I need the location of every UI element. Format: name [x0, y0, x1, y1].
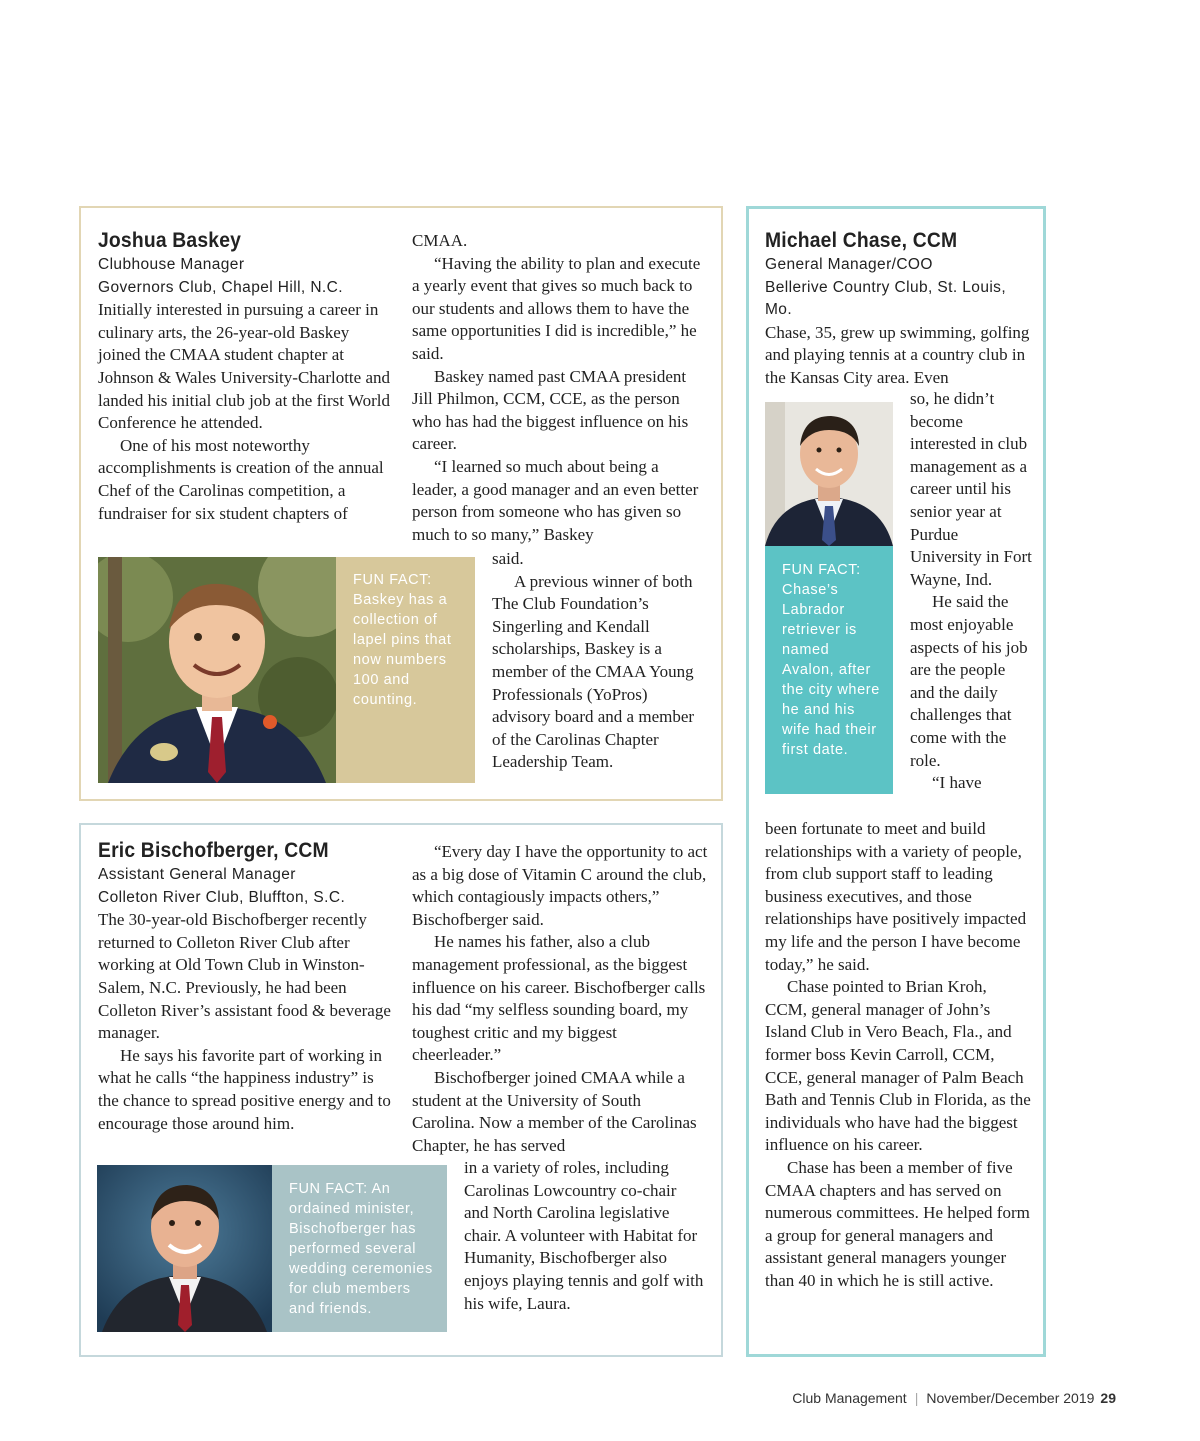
bischofberger-paragraph: The 30-year-old Bischofberger recently returned to Colleton River Club after working at Old Town Club in Winston-Salem, N.C. Previously, he had been Colleton River’s assistant food & beverage manager. — [98, 910, 391, 1043]
baskey-column-2-wrap — [492, 548, 708, 774]
baskey-title: Clubhouse Manager — [98, 256, 245, 273]
baskey-column-1 — [98, 228, 394, 525]
bischofberger-portrait-photo — [97, 1165, 272, 1332]
baskey-paragraph: Baskey named past CMAA president Jill Philmon, CCM, CCE, as the person who has had the biggest influence on his career. — [412, 366, 689, 454]
bischofberger-title: Assistant General Manager — [98, 866, 296, 883]
baskey-fun-fact: FUN FACT: Baskey has a collection of lapel pins that now numbers 100 and counting. — [336, 557, 475, 783]
chase-paragraph: Chase, 35, grew up swimming, golfing and playing tennis at a country club in the Kansas City area. Even — [765, 322, 1030, 387]
chase-name: Michael Chase, CCM — [765, 229, 958, 252]
baskey-paragraph: CMAA. — [412, 231, 468, 250]
chase-paragraph: so, he didn’t become interested in club management as a career until his senior year at Purdue University in Fort Wayne, Ind. — [910, 389, 1032, 589]
bischofberger-column-2 — [412, 841, 708, 1157]
baskey-paragraph: One of his most noteworthy accomplishments is creation of the annual Chef of the Carolinas competition, a fundraiser for six student chapters of — [98, 435, 384, 523]
chase-portrait-photo — [765, 402, 893, 546]
page-footer — [792, 1390, 1116, 1406]
chase-club: Bellerive Country Club, St. Louis, Mo. — [765, 278, 1007, 319]
chase-paragraph: “I have — [932, 773, 982, 793]
baskey-portrait-photo — [98, 557, 336, 783]
chase-column-side — [910, 388, 1032, 795]
bischofberger-paragraph: He says his favorite part of working in what he calls “the happiness industry” is the chance to spread positive energy and to encourage those around him. — [98, 1045, 391, 1133]
chase-paragraph: Chase pointed to Brian Kroh, CCM, general manager of John’s Island Club in Vero Beach, Fla., and former boss Kevin Carroll, CCM, CCE, general manager of Palm Beach Bath and Tennis Club in Florida, as the individuals who have had the biggest influence on his career. — [765, 977, 1031, 1155]
baskey-paragraph: “Having the ability to plan and execute a yearly event that gives so much back to our students and allows them to have the same opportunities I did is incredible,” he said. — [412, 253, 701, 363]
chase-title: General Manager/COO — [765, 256, 933, 273]
baskey-club: Governors Club, Chapel Hill, N.C. — [98, 278, 343, 296]
issue-date: November/December 2019 — [926, 1390, 1095, 1406]
bischofberger-fun-fact: FUN FACT: An ordained minister, Bischofberger has performed several wedding ceremonies for club members and friends. — [272, 1165, 447, 1332]
baskey-paragraph: said. — [492, 549, 524, 568]
bischofberger-paragraph: “Every day I have the opportunity to act as a big dose of Vitamin C around the club, which contagiously impacts others,” Bischofberger said. — [412, 842, 708, 929]
chase-paragraph: He said the most enjoyable aspects of his job are the people and the daily challenges that come with the role. — [910, 592, 1028, 770]
bischofberger-name: Eric Bischofberger, CCM — [98, 839, 329, 862]
page-number: 29 — [1100, 1390, 1116, 1406]
bischofberger-club: Colleton River Club, Bluffton, S.C. — [98, 888, 346, 906]
chase-fun-fact: FUN FACT: Chase’s Labrador retriever is named Avalon, after the city where he and his wife had their first date. — [765, 546, 893, 794]
bischofberger-column-1 — [98, 838, 394, 1135]
baskey-paragraph: “I learned so much about being a leader, a good manager and an even better person from someone who has given so much to so many,” Baskey — [412, 456, 699, 544]
bischofberger-column-2-wrap — [464, 1157, 704, 1315]
chase-paragraph: Chase has been a member of five CMAA chapters and has served on numerous committees. He helped form a group for general managers and assistant general managers younger than 40 in which he is still active. — [765, 1157, 1030, 1290]
chase-column-bottom — [765, 818, 1031, 1292]
baskey-paragraph: Initially interested in pursuing a career in culinary arts, the 26-year-old Baskey joined the CMAA student chapter at Johnson & Wales University-Charlotte and landed his initial club job at the first World Conference he attended. — [98, 300, 390, 433]
bischofberger-paragraph: He names his father, also a club management professional, as the biggest influence on his career. Bischofberger calls his dad “my selfless sounding board, my toughest critic and my biggest cheerleader.” — [412, 932, 706, 1065]
bischofberger-paragraph: Bischofberger joined CMAA while a student at the University of South Carolina. Now a member of the Carolinas Chapter, he has served — [412, 1067, 697, 1155]
baskey-column-2 — [412, 230, 708, 546]
chase-column-top — [765, 228, 1031, 390]
chase-paragraph: been fortunate to meet and build relationships with a variety of people, from club support staff to leading business executives, and those relationships have positively impacted my life and the person I have become today,” he said. — [765, 819, 1027, 974]
baskey-name: Joshua Baskey — [98, 229, 242, 252]
publication-name: Club Management — [792, 1390, 907, 1406]
baskey-paragraph: A previous winner of both The Club Foundation’s Singerling and Kendall scholarships, Baskey is a member of the CMAA Young Professionals (YoPros) advisory board and a member of the Carolinas Chapter Leadership Team. — [492, 571, 695, 772]
bischofberger-paragraph: in a variety of roles, including Carolinas Lowcountry co-chair and North Carolina legislative chair. A volunteer with Habitat for Humanity, Bischofberger also enjoys playing tennis and golf with his wife, Laura. — [464, 1158, 704, 1313]
footer-divider: | — [914, 1390, 919, 1406]
